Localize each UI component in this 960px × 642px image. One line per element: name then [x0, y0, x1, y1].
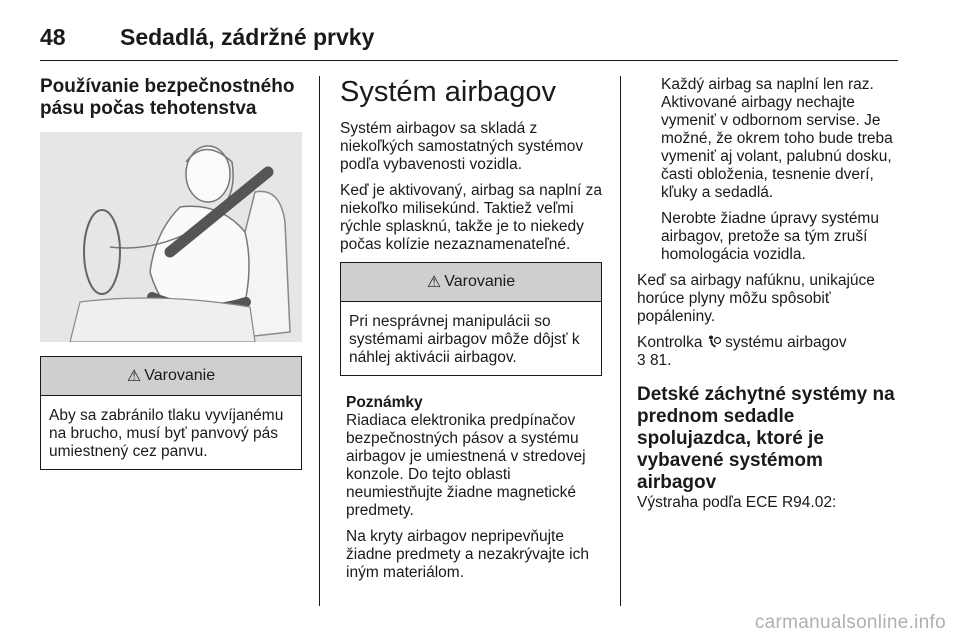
warning-box-belt	[40, 356, 302, 470]
warning-text: Aby sa zabránilo tlaku vyvíjanému na brucho, musí byť panvový pás umiestnený cez panvu.	[49, 407, 284, 460]
warning-title: Varovanie	[444, 273, 516, 290]
paragraph: Keď je aktivovaný, airbag sa naplní za niekoľko milisekúnd. Taktiež veľmi rýchle splasknú, takže je to niekedy počas kolízie nezaznamenateľné.	[340, 182, 602, 253]
watermark: carmanualsonline.info	[754, 612, 946, 633]
page-reference-arrow-icon: 3	[637, 352, 646, 369]
note-paragraph: Riadiaca elektronika predpínačov bezpečnostných pásov a systému airbagov je umiestnená v stredovej konzole. Do tejto oblasti neumiestňujte žiadne magnetické predmety.	[346, 412, 586, 519]
paragraph: Keď sa airbagy nafúknu, unikajúce horúce plyny môžu spôsobiť popáleniny.	[637, 272, 875, 325]
child-restraint-heading: Detské záchytné systémy na prednom sedadle spolujazdca, ktoré je vybavené systémom airbagov	[637, 384, 895, 493]
header-rule	[40, 60, 898, 61]
page-header	[40, 14, 920, 60]
paragraph: Systém airbagov sa skladá z niekoľkých samostatných systémov podľa vybavenosti vozidla.	[340, 120, 584, 173]
warning-header	[341, 263, 601, 302]
note-title: Poznámky	[346, 394, 423, 411]
column-left	[40, 76, 302, 488]
paragraph: Nerobte žiadne úpravy systému airbagov, pretože sa tým zruší homologácia vozidla.	[661, 210, 879, 263]
pregnancy-belt-heading: Používanie bezpečnostného pásu počas tehotenstva	[40, 76, 295, 119]
column-middle	[340, 76, 602, 590]
page-reference[interactable]: 81.	[649, 352, 672, 369]
note-block	[340, 394, 602, 582]
airbag-system-heading: Systém airbagov	[340, 76, 556, 108]
pregnant-driver-illustration	[40, 132, 302, 342]
warning-triangle-icon: ⚠	[126, 368, 142, 385]
paragraph: Každý airbag sa naplní len raz. Aktivované airbagy nechajte vymeniť v odbornom servise. Je možné, že okrem toho bude treba vymeniť aj volant, palubnú dosku, časti obloženia, tesnenie dverí, kľuky a sedadlá.	[661, 76, 893, 201]
column-right	[637, 76, 899, 520]
warning-triangle-icon: ⚠	[426, 274, 442, 291]
page-number: 48	[40, 23, 66, 50]
warning-text: Pri nesprávnej manipulácii so systémami airbagov môže dôjsť k náhlej aktivácii airbagov.	[349, 313, 580, 366]
paragraph: Výstraha podľa ECE R94.02:	[637, 494, 837, 511]
airbag-warning-light-icon	[707, 334, 721, 352]
warning-header	[41, 357, 301, 396]
column-divider	[620, 76, 621, 606]
column-divider	[319, 76, 320, 606]
running-title: Sedadlá, zádržné prvky	[120, 23, 375, 50]
airbag-indicator-paragraph: Kontrolka systému airbagov 3 81.	[637, 334, 847, 369]
note-paragraph: Na kryty airbagov nepripevňujte žiadne predmety a nezakrývajte ich iným materiálom.	[346, 528, 589, 581]
warning-title: Varovanie	[144, 367, 216, 384]
warning-box-airbag	[340, 262, 602, 376]
